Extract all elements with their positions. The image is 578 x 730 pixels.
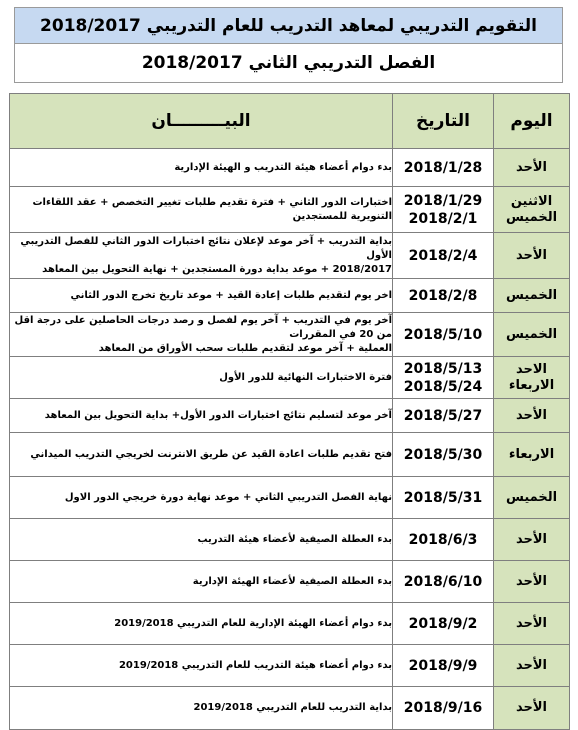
- row-date: [393, 279, 494, 313]
- row-day: [494, 561, 570, 603]
- row-day-text: الخميس: [505, 326, 558, 342]
- row-day-text: الأحد: [515, 573, 547, 589]
- table-body: [10, 149, 570, 730]
- row-day: [494, 233, 570, 279]
- table-row: [10, 313, 570, 357]
- row-description: [10, 477, 393, 519]
- table-row: [10, 399, 570, 433]
- table-row: [10, 519, 570, 561]
- row-date-text: 2018/9/2: [408, 615, 478, 632]
- row-date-text: 2018/9/9: [408, 657, 478, 674]
- row-day-text: الأحد: [515, 615, 547, 631]
- row-date-text: 2018/1/28: [403, 159, 483, 176]
- row-date: [393, 149, 494, 187]
- row-day: [494, 687, 570, 730]
- row-day: [494, 433, 570, 477]
- row-day-text: الاثنين: [510, 193, 553, 209]
- row-date-text: 2018/5/10: [403, 326, 483, 343]
- row-description-text: فتح تقديم طلبات اعادة القيد عن طريق الانترنت لخريجي التدريب الميداني: [30, 448, 392, 460]
- row-description-text: بداية التدريب + آخر موعد لإعلان نتائج اختبارات الدور الثاني للفصل التدريبي الأول: [20, 235, 392, 261]
- row-description-text: اخر يوم لتقديم طلبات إعادة القيد + موعد تاريخ تخرج الدور الثاني: [70, 289, 392, 301]
- page-subtitle: الفصل التدريبي الثاني 2018/2017: [141, 53, 436, 73]
- title-box: [14, 7, 563, 83]
- row-description: [10, 603, 393, 645]
- row-description: [10, 279, 393, 313]
- row-day: [494, 149, 570, 187]
- table-row: [10, 477, 570, 519]
- row-day-text: الأحد: [515, 657, 547, 673]
- row-date-text: 2018/6/10: [403, 573, 483, 590]
- row-day-text: الاحد: [515, 361, 547, 377]
- row-description: [10, 357, 393, 399]
- table-header-row: [10, 94, 570, 149]
- row-day-text: الخميس: [505, 287, 558, 303]
- row-date-text: 2018/6/3: [408, 531, 478, 548]
- table-row: [10, 603, 570, 645]
- row-day-text: الاربعاء: [508, 377, 555, 393]
- row-date-text: 2018/5/31: [403, 489, 483, 506]
- row-description-text: نهاية الفصل التدريبي الثاني + موعد نهاية دورة خريجي الدور الاول: [64, 491, 392, 503]
- row-description-text: بدء العطلة الصيفية لأعضاء الهيئة الإدارية: [192, 575, 392, 587]
- table-row: [10, 561, 570, 603]
- row-description-text: آخر يوم في التدريب + آخر يوم لفصل و رصد درجات الحاصلين على درجة اقل من 20 في المقررات: [14, 314, 392, 340]
- row-date: [393, 561, 494, 603]
- row-day-text: الأحد: [515, 531, 547, 547]
- row-description: [10, 187, 393, 233]
- row-day-text: الأحد: [515, 247, 547, 263]
- row-date-text: 2018/5/13: [403, 360, 483, 377]
- table-row: [10, 149, 570, 187]
- row-description-text: فترة الاختبارات النهائية للدور الأول: [219, 371, 392, 383]
- row-day-text: الأحد: [515, 700, 547, 715]
- row-day-text: الاربعاء: [508, 446, 555, 462]
- row-description: [10, 399, 393, 433]
- row-date-text: 2018/5/24: [403, 378, 483, 395]
- row-day: [494, 357, 570, 399]
- row-date: [393, 519, 494, 561]
- row-date-text: 2018/1/29: [403, 192, 483, 209]
- header-day: اليوم: [494, 94, 570, 149]
- table-row: [10, 187, 570, 233]
- row-day-text: الخميس: [505, 209, 558, 225]
- row-description-text: آخر موعد لتسليم نتائج اختبارات الدور الأول+ بداية التحويل بين المعاهد: [44, 409, 392, 421]
- row-date: [393, 477, 494, 519]
- header-date: التاريخ: [393, 94, 494, 149]
- row-description-text: 2018/2017 + موعد بداية دورة المستجدين + نهاية التحويل بين المعاهد: [42, 263, 392, 275]
- row-description: [10, 687, 393, 730]
- table-row: [10, 645, 570, 687]
- table-row: [10, 687, 570, 730]
- row-day-text: الأحد: [515, 407, 547, 423]
- row-date: [393, 233, 494, 279]
- row-day: [494, 313, 570, 357]
- table-row: [10, 357, 570, 399]
- table-row: [10, 233, 570, 279]
- row-description: [10, 519, 393, 561]
- row-day: [494, 279, 570, 313]
- row-date-text: 2018/2/8: [408, 287, 478, 304]
- row-day-text: الخميس: [505, 489, 558, 505]
- table-row: [10, 279, 570, 313]
- row-date-text: 2018/5/27: [403, 407, 483, 424]
- row-date: [393, 399, 494, 433]
- header-description: البيـــــــــان: [10, 94, 393, 149]
- row-description-text: العملية + آخر موعد لتقديم طلبات سحب الأوراق من المعاهد: [98, 342, 392, 354]
- row-description: [10, 645, 393, 687]
- row-description: [10, 233, 393, 279]
- row-description-text: اختبارات الدور الثاني + فترة تقديم طلبات تغيير التخصص + عقد اللقاءات التنويرية للمستجدين: [32, 196, 392, 222]
- row-date-text: 2018/5/30: [403, 446, 483, 463]
- row-description: [10, 149, 393, 187]
- row-date-text: 2018/9/16: [403, 700, 483, 716]
- row-date: [393, 313, 494, 357]
- row-date-text: 2018/2/1: [408, 210, 478, 227]
- row-date: [393, 357, 494, 399]
- row-description-text: بدء دوام أعضاء الهيئة الإدارية للعام التدريبي 2019/2018: [114, 617, 392, 629]
- calendar-table: [9, 93, 570, 730]
- row-day: [494, 603, 570, 645]
- row-date: [393, 187, 494, 233]
- row-description-text: بدء دوام أعضاء هيئة التدريب للعام التدريبي 2019/2018: [118, 659, 392, 671]
- row-description: [10, 433, 393, 477]
- row-day: [494, 645, 570, 687]
- row-day-text: الأحد: [515, 159, 547, 175]
- row-day: [494, 187, 570, 233]
- row-date: [393, 603, 494, 645]
- row-description: [10, 561, 393, 603]
- row-day: [494, 399, 570, 433]
- row-date: [393, 687, 494, 730]
- row-date: [393, 645, 494, 687]
- row-description-text: بدء العطلة الصيفية لأعضاء هيئة التدريب: [197, 533, 392, 545]
- row-date-text: 2018/2/4: [408, 247, 478, 264]
- row-day: [494, 519, 570, 561]
- page-title: التقويم التدريبي لمعاهد التدريب للعام التدريبي 2018/2017: [15, 8, 562, 44]
- table-row: [10, 433, 570, 477]
- row-description-text: بداية التدريب للعام التدريبي 2019/2018: [193, 702, 392, 713]
- row-date: [393, 433, 494, 477]
- row-day: [494, 477, 570, 519]
- row-description-text: بدء دوام أعضاء هيئة التدريب و الهيئة الإدارية: [174, 161, 392, 173]
- row-description: [10, 313, 393, 357]
